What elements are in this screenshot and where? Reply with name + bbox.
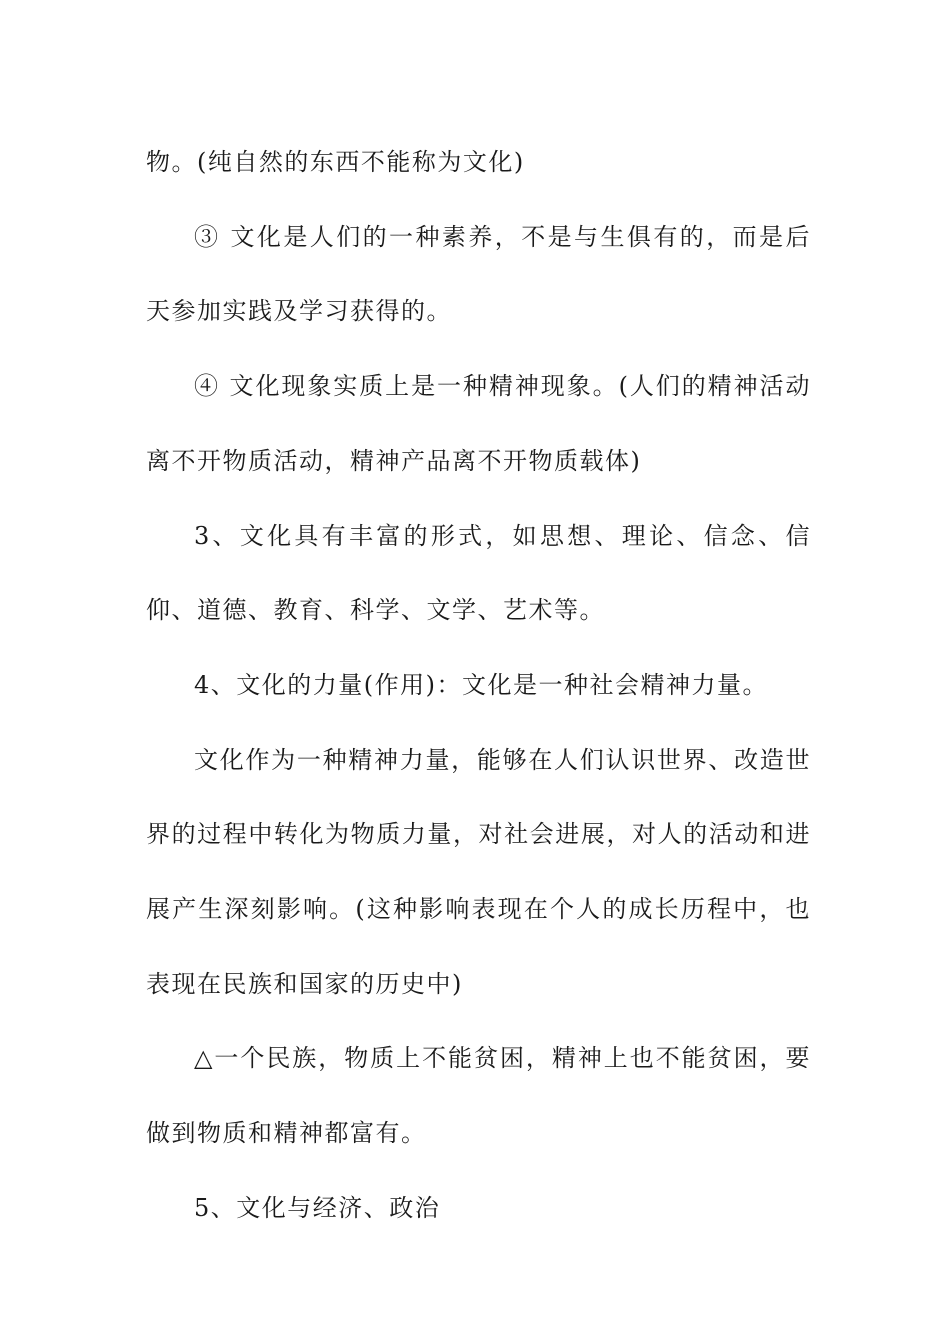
paragraph-point-3: ③ 文化是人们的一种素养，不是与生俱有的，而是后天参加实践及学习获得的。 xyxy=(146,222,811,326)
paragraph-point-4: ④ 文化现象实质上是一种精神现象。(人们的精神活动离不开物质活动，精神产品离不开物质载体) xyxy=(146,372,811,475)
paragraph-continuation: 物。(纯自然的东西不能称为文化) xyxy=(146,148,525,176)
document-body xyxy=(146,125,811,1246)
paragraph-culture-forms: 3、文化具有丰富的形式，如思想、理论、信念、信仰、道德、教育、科学、文学、艺术等。 xyxy=(146,521,811,625)
paragraph-nation-wealth: △一个民族，物质上不能贫困，精神上也不能贫困，要做到物质和精神都富有。 xyxy=(146,1044,811,1148)
paragraph-culture-economy-politics: 5、文化与经济、政治 xyxy=(194,1193,441,1222)
paragraph-culture-power: 4、文化的力量(作用)：文化是一种社会精神力量。 xyxy=(194,670,768,699)
paragraph-spiritual-force: 文化作为一种精神力量，能够在人们认识世界、改造世界的过程中转化为物质力量，对社会进展，对人的活动和进展产生深刻影响。(这种影响表现在个人的成长历程中，也表现在民族和国家的历史中) xyxy=(146,745,811,998)
